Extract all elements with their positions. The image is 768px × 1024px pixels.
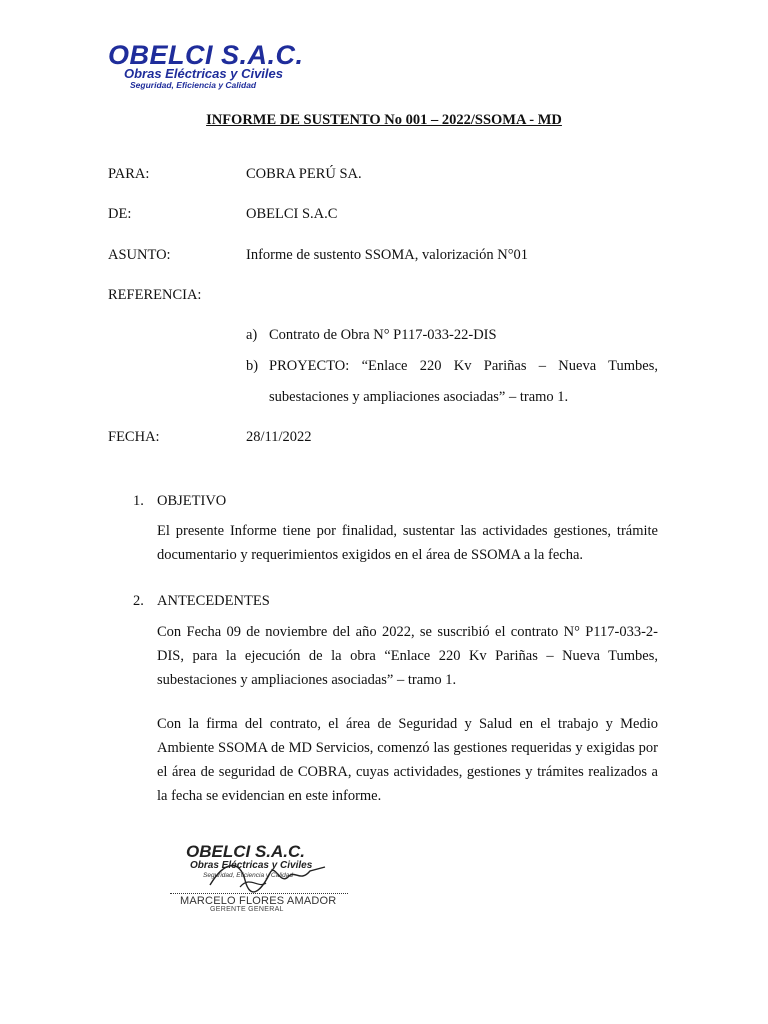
reference-a-text: Contrato de Obra N° P117-033-22-DIS [269, 327, 497, 343]
handwritten-signature [200, 855, 340, 895]
section-1-number: 1. [133, 493, 144, 509]
stamp-company-name: OBELCI S.A.C. [186, 842, 306, 861]
reference-b-line2: subestaciones y ampliaciones asociadas” – tramo 1. [269, 389, 569, 405]
para-value: COBRA PERÚ SA. [246, 166, 362, 182]
para-label: PARA: [108, 166, 150, 182]
de-value: OBELCI S.A.C [246, 206, 338, 222]
stamp-tagline: Seguridad, Eficiencia y Calidad [203, 872, 293, 879]
reference-b-line1: PROYECTO: “Enlace 220 Kv Pariñas – Nueva Tumbes, [269, 358, 658, 374]
company-logo-tagline: Seguridad, Eficiencia y Calidad [130, 80, 257, 90]
company-logo-subtitle: Obras Eléctricas y Civiles [124, 66, 283, 81]
asunto-label: ASUNTO: [108, 247, 171, 263]
section-2-paragraph-2: Con la firma del contrato, el área de Seguridad y Salud en el trabajo y Medio Ambiente SSOMA de MD Servicios, comenzó las gestiones requeridas y exigidas por el área de seguridad de COBRA, cuyas actividades, gestiones y trámites realizados a la fecha se evidencian en este informe. [157, 716, 658, 804]
section-1-paragraph: El presente Informe tiene por finalidad, sustentar las actividades gestiones, trámite documentario y requerimientos exigidos en el área de SSOMA a la fecha. [157, 523, 658, 563]
signer-role: GERENTE GENERAL [210, 906, 284, 913]
fecha-value: 28/11/2022 [246, 429, 312, 445]
reference-a-marker: a) [246, 327, 258, 343]
section-2-number: 2. [133, 593, 144, 609]
section-2-paragraph-1: Con Fecha 09 de noviembre del año 2022, se suscribió el contrato N° P117-033-2-DIS, para la ejecución de la obra “Enlace 220 Kv Pariñas – Nueva Tumbes, subestaciones y ampliaciones asociadas” – tramo 1. [157, 624, 658, 688]
de-label: DE: [108, 206, 132, 222]
company-logo-name: OBELCI S.A.C. [108, 40, 304, 70]
reference-b-marker: b) [246, 358, 259, 374]
referencia-label: REFERENCIA: [108, 287, 202, 303]
section-1-title: OBJETIVO [157, 493, 227, 509]
signer-name: MARCELO FLORES AMADOR [180, 895, 337, 907]
section-2-title: ANTECEDENTES [157, 593, 270, 609]
stamp-subtitle: Obras Eléctricas y Civiles [190, 860, 313, 871]
fecha-label: FECHA: [108, 429, 160, 445]
signature-line [170, 893, 348, 894]
asunto-value: Informe de sustento SSOMA, valorización N°01 [246, 247, 529, 263]
document-title: INFORME DE SUSTENTO No 001 – 2022/SSOMA - MD [206, 112, 562, 128]
